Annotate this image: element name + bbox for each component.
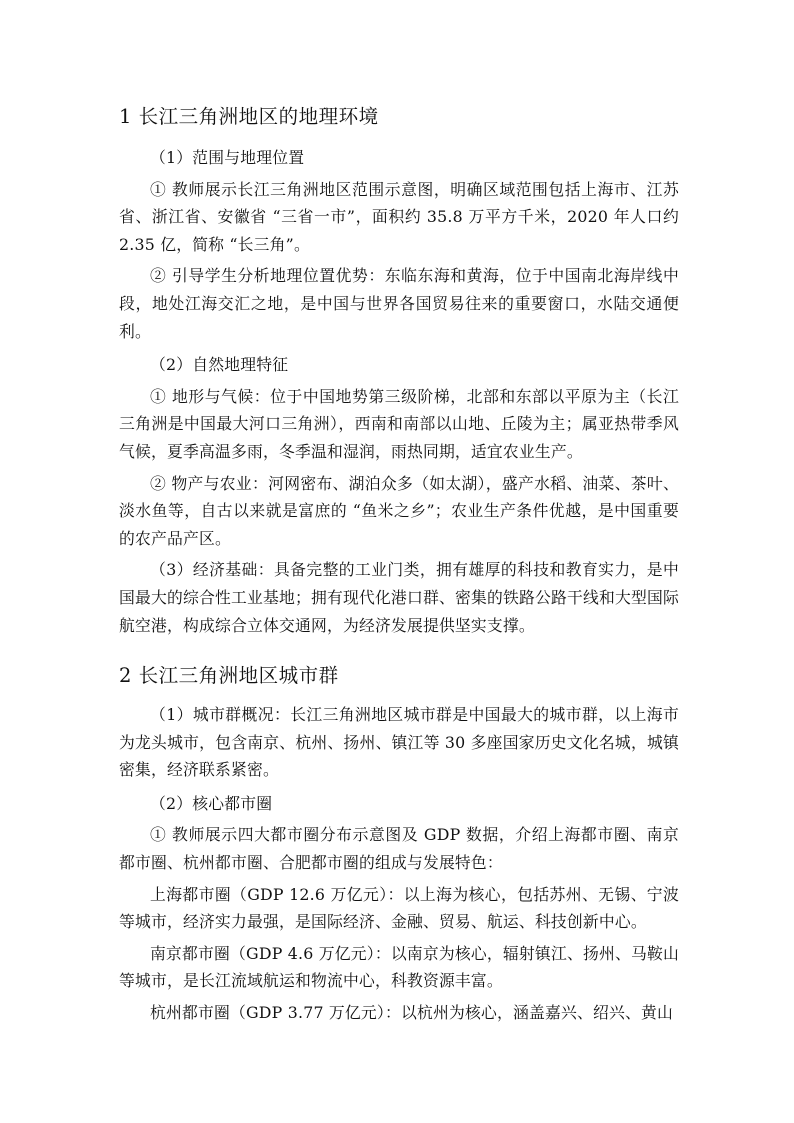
paragraph-region-scope: ① 教师展示长江三角洲地区范围示意图，明确区域范围包括上海市、江苏省、浙江省、安徽省 “三省一市”，面积约 35.8 万平方千米，2020 年人口约2.35 亿，简称 “长三角”。 [119,179,679,254]
paragraph-nanjing-metro: 南京都市圈（GDP 4.6 万亿元）：以南京为核心，辐射镇江、扬州、马鞍山等城市，是长江流域航运和物流中心，科教资源丰富。 [119,943,679,991]
paragraph-metro-intro: ① 教师展示四大都市圈分布示意图及 GDP 数据，介绍上海都市圈、南京都市圈、杭州都市圈、合肥都市圈的组成与发展特色： [119,825,679,873]
paragraph-products-agriculture: ② 物产与农业：河网密布、湖泊众多（如太湖），盛产水稻、油菜、茶叶、淡水鱼等，自古以来就是富庶的 “鱼米之乡”；农业生产条件优越，是中国重要的农产品产区。 [119,473,679,548]
section-heading-city-cluster: 2 长江三角洲地区城市群 [119,664,339,688]
paragraph-economic-base: （3）经济基础：具备完整的工业门类，拥有雄厚的科技和教育实力，是中国最大的综合性工业基地；拥有现代化港口群、密集的铁路公路干线和大型国际航空港，构成综合立体交通网，为经济发展提供坚实支撑。 [119,560,679,635]
subsection-scope-location: （1）范围与地理位置 [150,148,305,167]
subsection-natural-features: （2）自然地理特征 [150,355,289,375]
paragraph-shanghai-metro: 上海都市圈（GDP 12.6 万亿元）：以上海为核心，包括苏州、无锡、宁波等城市，经济实力最强，是国际经济、金融、贸易、航运、科技创新中心。 [119,884,679,932]
paragraph-location-advantage: ② 引导学生分析地理位置优势：东临东海和黄海，位于中国南北海岸线中段，地处江海交汇之地，是中国与世界各国贸易往来的重要窗口，水陆交通便利。 [119,266,679,341]
subsection-core-metro: （2）核心都市圈 [150,793,273,813]
document-body [119,96,679,1027]
paragraph-hangzhou-metro: 杭州都市圈（GDP 3.77 万亿元）：以杭州为核心，涵盖嘉兴、绍兴、黄山 [150,1003,673,1023]
paragraph-cluster-overview: （1）城市群概况：长江三角洲地区城市群是中国最大的城市群，以上海市为龙头城市，包含南京、杭州、扬州、镇江等 30 多座国家历史文化名城，城镇密集，经济联系紧密。 [119,705,679,780]
section-heading-geography: 1 长江三角洲地区的地理环境 [119,105,379,128]
paragraph-terrain-climate: ① 地形与气候：位于中国地势第三级阶梯，北部和东部以平原为主（长江三角洲是中国最大河口三角洲），西南和南部以山地、丘陵为主；属亚热带季风气候，夏季高温多雨，冬季温和湿润，雨热同期，适宜农业生产。 [119,386,679,461]
